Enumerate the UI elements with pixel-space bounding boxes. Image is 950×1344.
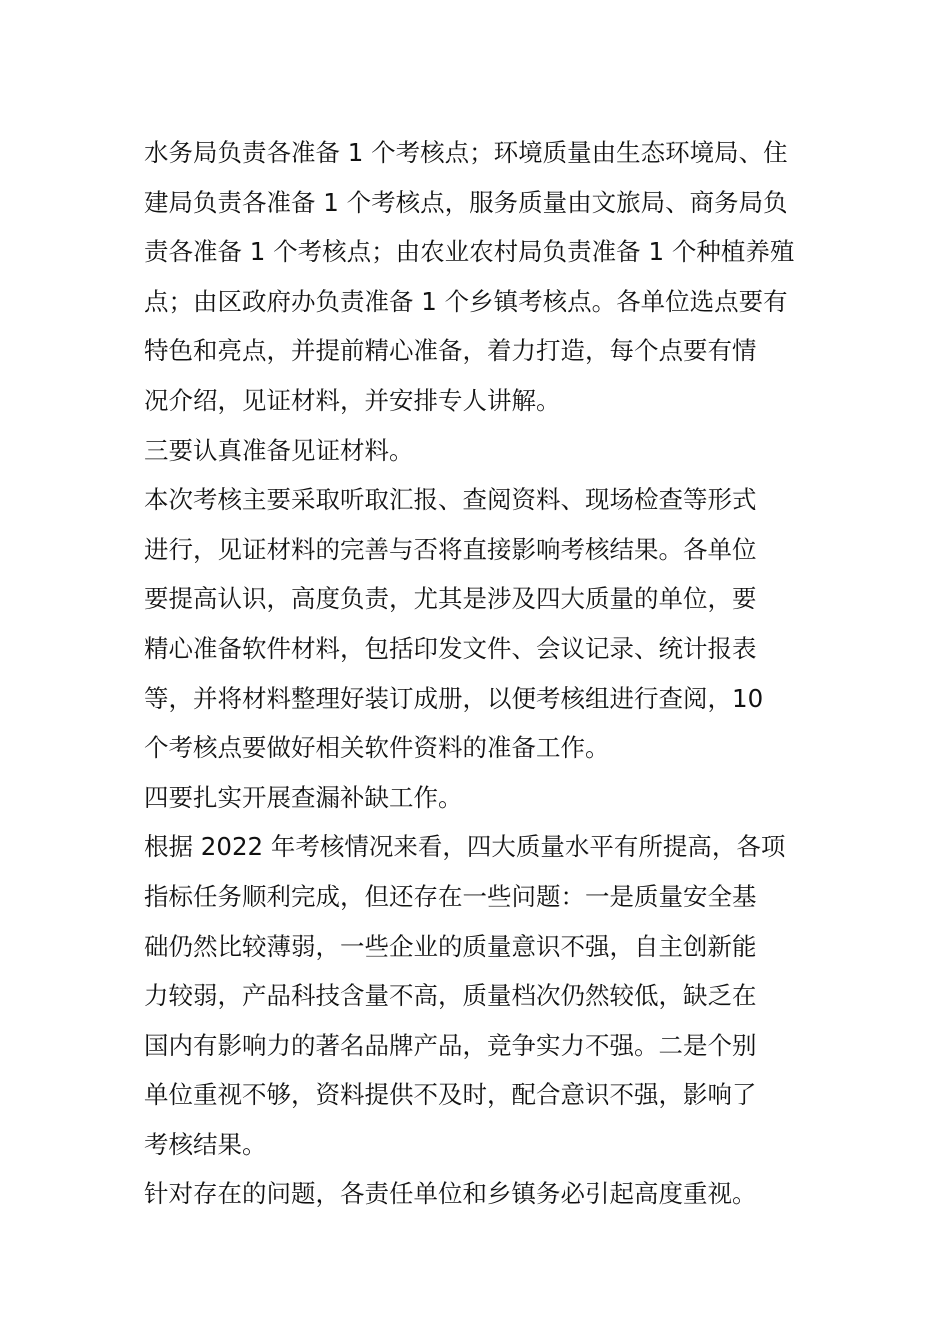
text-line: 建局负责各准备 1 个考核点，服务质量由文旅局、商务局负 <box>144 187 788 217</box>
text-line: 责各准备 1 个考核点；由农业农村局负责准备 1 个种植养殖 <box>144 237 795 267</box>
text-line: 单位重视不够，资料提供不及时，配合意识不强，影响了 <box>144 1080 757 1110</box>
text-line: 考核结果。 <box>144 1129 267 1159</box>
text-line: 要提高认识，高度负责，尤其是涉及四大质量的单位，要 <box>144 584 757 614</box>
text-line: 进行，见证材料的完善与否将直接影响考核结果。各单位 <box>144 534 757 564</box>
section-heading-four: 四要扎实开展查漏补缺工作。 <box>144 782 463 812</box>
text-line: 本次考核主要采取听取汇报、查阅资料、现场检查等形式 <box>144 485 757 515</box>
document-body <box>144 128 814 1219</box>
text-line: 点；由区政府办负责准备 1 个乡镇考核点。各单位选点要有 <box>144 286 788 316</box>
text-line: 精心准备软件材料，包括印发文件、会议记录、统计报表 <box>144 633 757 663</box>
text-line: 针对存在的问题，各责任单位和乡镇务必引起高度重视。 <box>144 1179 757 1209</box>
text-line: 水务局负责各准备 1 个考核点；环境质量由生态环境局、住 <box>144 138 788 167</box>
text-line: 指标任务顺利完成，但还存在一些问题：一是质量安全基 <box>144 881 757 911</box>
text-line: 个考核点要做好相关软件资料的准备工作。 <box>144 733 610 763</box>
text-line: 根据 2022 年考核情况来看，四大质量水平有所提高，各项 <box>144 832 786 862</box>
text-line: 等，并将材料整理好装订成册，以便考核组进行查阅，10 <box>144 683 764 713</box>
text-line: 力较弱，产品科技含量不高，质量档次仍然较低，缺乏在 <box>144 981 757 1011</box>
text-line: 国内有影响力的著名品牌产品，竞争实力不强。二是个别 <box>144 1030 757 1060</box>
text-line: 况介绍，见证材料，并安排专人讲解。 <box>144 385 561 415</box>
section-heading-three: 三要认真准备见证材料。 <box>144 435 414 465</box>
text-line: 特色和亮点，并提前精心准备，着力打造，每个点要有情 <box>144 336 757 366</box>
text-line: 础仍然比较薄弱，一些企业的质量意识不强，自主创新能 <box>144 931 757 961</box>
